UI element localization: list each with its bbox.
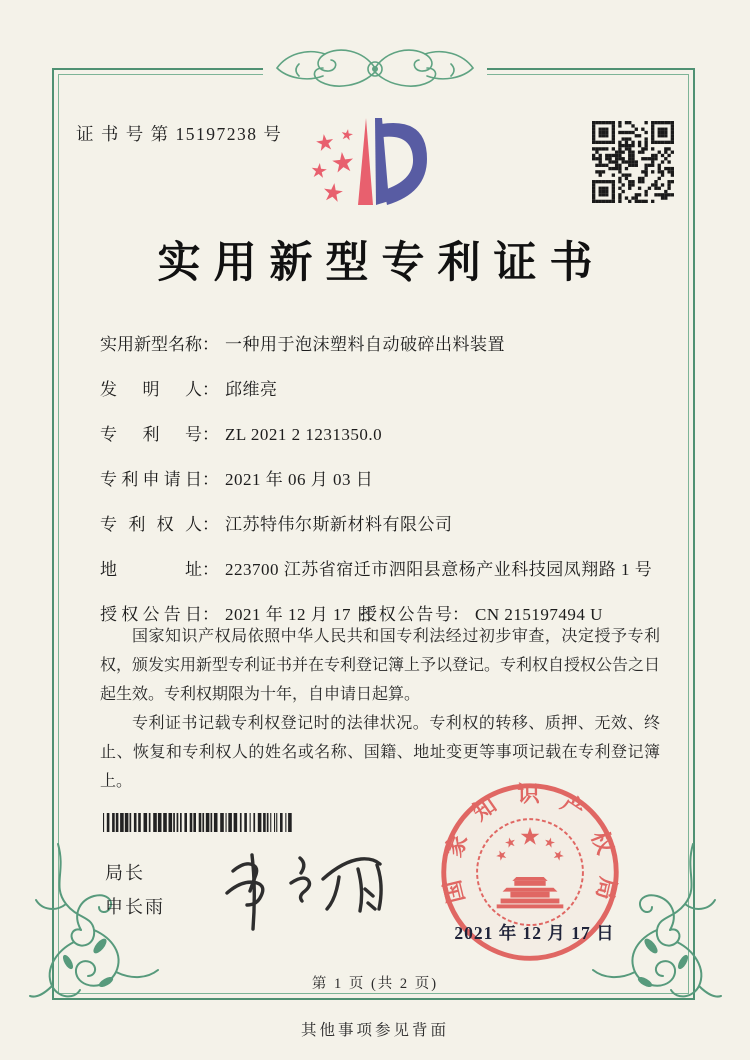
top-border-ornament-icon xyxy=(263,38,487,100)
qr-code xyxy=(592,121,674,203)
field-grant-date: 授权公告日： 2021 年 12 月 17 日 授权公告号： CN 215197494 U xyxy=(100,600,660,627)
signer-title: 局长 xyxy=(105,863,145,883)
field-utility-model-name: 实用新型名称： 一种用于泡沫塑料自动破碎出料装置 xyxy=(100,335,505,354)
field-inventor: 发明人： 邱维亮 xyxy=(100,380,278,399)
fields-section xyxy=(100,330,660,645)
barcode xyxy=(103,813,293,832)
handwritten-signature-icon xyxy=(205,833,405,933)
certificate-title: 实用新型专利证书 xyxy=(157,240,606,287)
page-number: 第 1 页 (共 2 页) xyxy=(311,976,439,992)
field-patentee: 专利权人： 江苏特伟尔斯新材料有限公司 xyxy=(100,515,453,534)
back-side-note: 其他事项参见背面 xyxy=(300,1022,449,1039)
legal-paragraph-1: 国家知识产权局依照中华人民共和国专利法经过初步审查，决定授予专利权，颁发实用新型专利证书并在专利登记簿上予以登记。专利权自授权公告之日起生效。专利权期限为十年，自申请日起算。 xyxy=(100,628,661,703)
legal-paragraph-2: 专利证书记载专利权登记时的法律状况。专利权的转移、质押、无效、终止、恢复和专利权人的姓名或名称、国籍、地址变更等事项记载在专利登记簿上。 xyxy=(100,715,660,790)
field-grant-number: 授权公告号： CN 215197494 U xyxy=(360,605,603,624)
field-filing-date: 专利申请日： 2021 年 06 月 03 日 xyxy=(100,470,374,489)
legal-text xyxy=(100,622,660,796)
cnipa-logo-icon xyxy=(300,101,470,219)
signer-name: 申长雨 xyxy=(105,897,165,917)
field-patent-number: 专利号： ZL 2021 2 1231350.0 xyxy=(100,425,383,444)
certificate-number: 证 书 号 第 15197238 号 xyxy=(76,124,283,144)
field-address: 地址： 223700 江苏省宿迁市泗阳县意杨产业科技园凤翔路 1 号 xyxy=(100,560,653,579)
signer-block xyxy=(105,856,165,924)
seal-ring-text: 国家知识产权局 xyxy=(439,781,622,906)
seal-date: 2021 年 12 月 17 日 xyxy=(454,923,615,943)
